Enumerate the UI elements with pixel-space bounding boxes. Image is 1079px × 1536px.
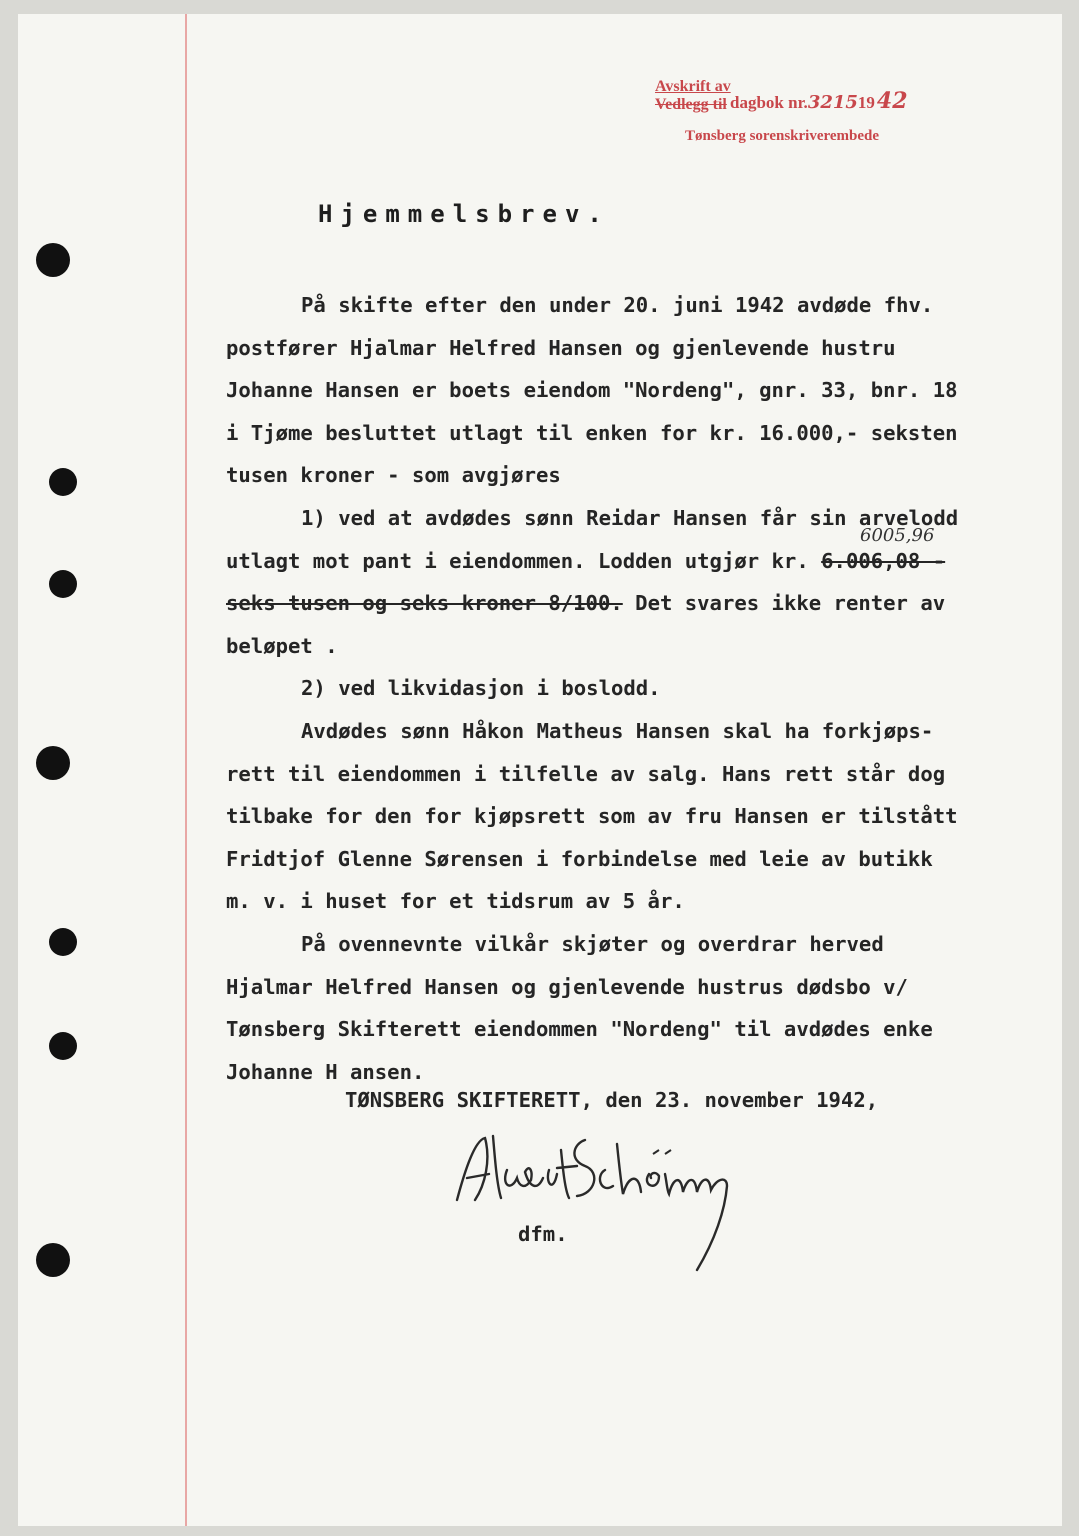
body-line: i Tjøme besluttet utlagt til enken for kr. 16.000,- seksten [226,420,958,445]
body-line: Tønsberg Skifterett eiendommen "Nordeng" til avdødes enke [226,1017,933,1042]
body-line: rett til eiendommen i tilfelle av salg. Hans rett står dog [226,761,946,786]
stamp-office: Tønsberg sorenskriverembede [685,128,880,144]
body-line-text: utlagt mot pant i eiendommen. Lodden utgjør kr. [226,548,822,573]
handwritten-correction: 6005,96 [860,525,935,546]
body-line: beløpet . [226,633,338,658]
stamp-number: 3215 [807,92,858,113]
place-and-date: TØNSBERG SKIFTERETT, den 23. november 1942, [345,1088,879,1112]
punch-hole [36,746,70,780]
punch-hole [49,570,77,598]
struck-amount: 6.006,08 - [821,548,946,573]
stamp-vedlegg: Vedlegg til [655,96,727,113]
stamp-dagbok [730,88,908,114]
document-body [226,284,986,1093]
body-line: tilbake for den for kjøpsrett som av fru Hansen er tilstått [226,804,958,829]
punch-hole [49,468,77,496]
stamp-dagbok-label: dagbok nr. [730,93,808,112]
body-line: 2) ved likvidasjon i boslodd. [301,676,661,701]
stamp-year: 42 [876,88,908,114]
punch-hole [49,1032,77,1060]
margin-line [185,14,187,1526]
body-line: Hjalmar Helfred Hansen og gjenlevende hustrus dødsbo v/ [226,974,908,999]
punch-hole [49,928,77,956]
body-line: postfører Hjalmar Helfred Hansen og gjenlevende hustru [226,335,896,360]
signature-title: dfm. [518,1222,568,1246]
signature [445,1130,745,1290]
body-line: Avdødes sønn Håkon Matheus Hansen skal ha forkjøps- [301,718,934,743]
body-line: 1) ved at avdødes sønn Reidar Hansen får sin arvelodd [301,505,959,530]
body-line: På ovennevnte vilkår skjøter og overdrar herved [301,931,884,956]
punch-hole [36,1243,70,1277]
body-line: tusen kroner - som avgjøres [226,463,561,488]
body-line-text: Det svares ikke renter av [622,591,946,616]
stamp-avskrift: Avskrift av [655,78,731,95]
signature-dots [653,1150,671,1154]
stamp-year-prefix: 19 [857,93,875,112]
body-line: Fridtjof Glenne Sørensen i forbindelse med leie av butikk [226,846,933,871]
body-line: Johanne H ansen. [226,1059,425,1084]
body-line: På skifte efter den under 20. juni 1942 avdøde fhv. [301,293,934,317]
archive-stamp [655,78,975,144]
struck-amount-words: seks tusen og seks kroner 8/100. [226,591,623,616]
body-line: m. v. i huset for et tidsrum av 5 år. [226,889,685,914]
signature-stroke [457,1136,727,1270]
body-line [226,582,986,625]
punch-hole [36,243,70,277]
document-title: Hjemmelsbrev. [318,200,610,228]
body-line: Johanne Hansen er boets eiendom "Nordeng", gnr. 33, bnr. 18 [226,378,958,403]
